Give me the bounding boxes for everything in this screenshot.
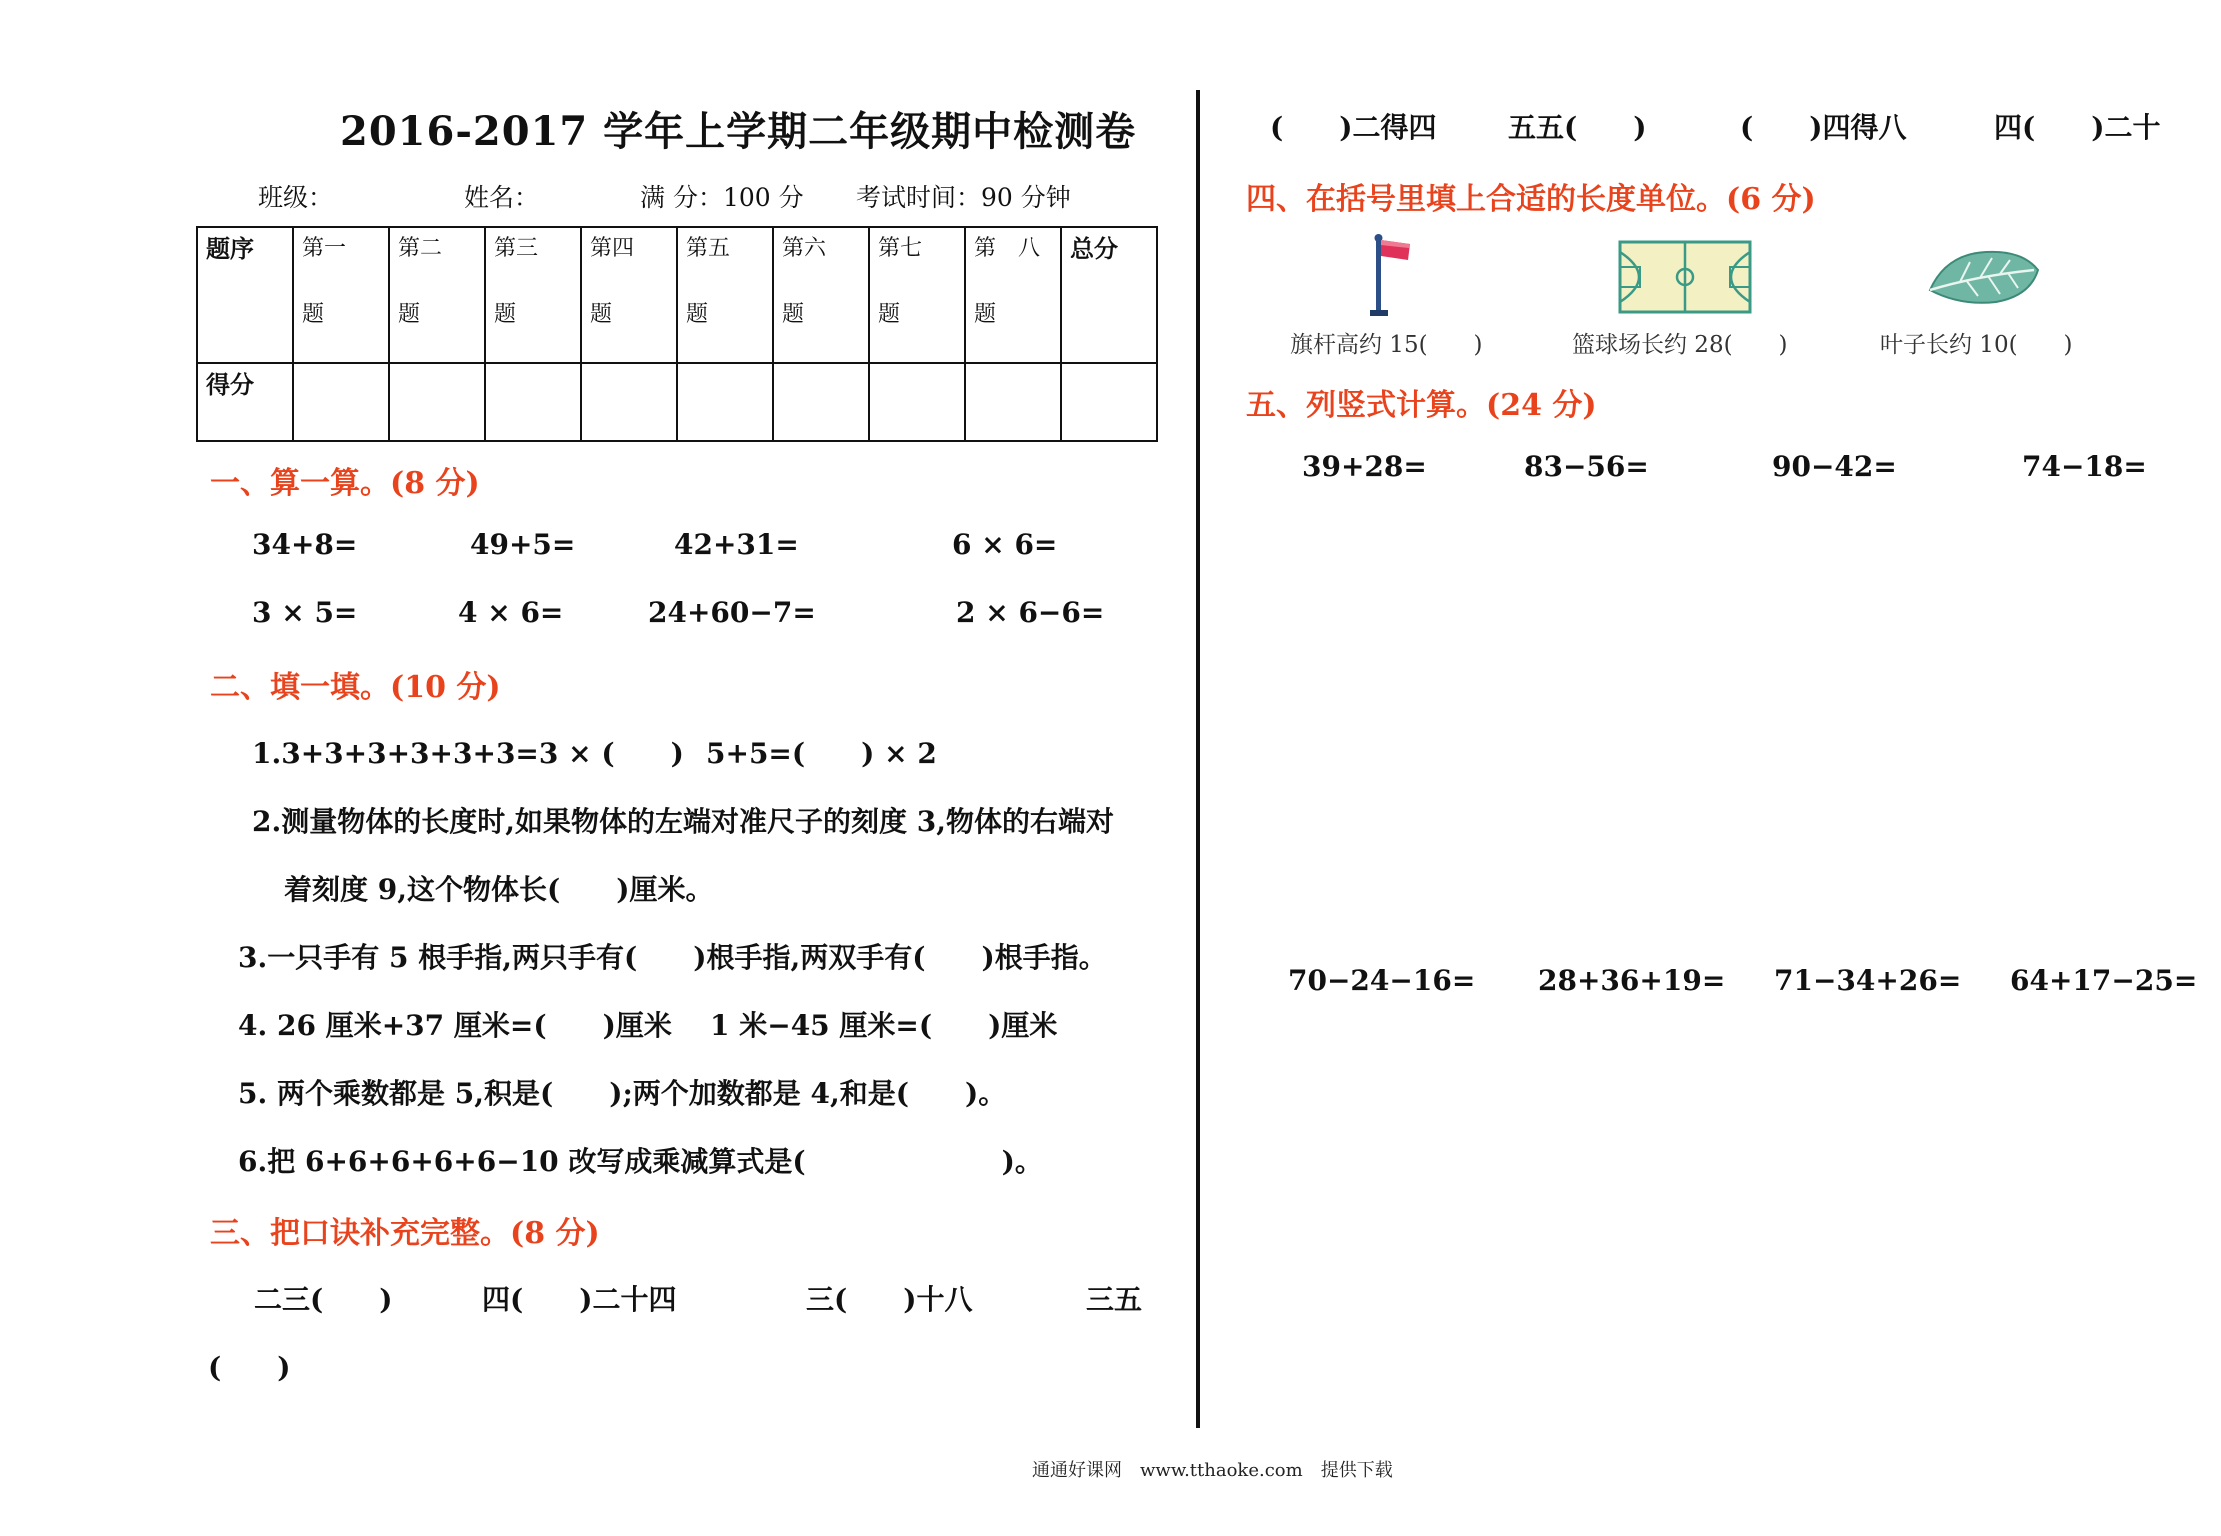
score-cell[interactable] — [389, 363, 485, 441]
calc-item: 6 × 6= — [952, 528, 1058, 561]
table-column-1: 第一 题 — [293, 227, 389, 363]
full-score-label: 满 分：100 分 — [640, 183, 804, 212]
footer-credit: 通通好课网 www.tthaoke.com 提供下载 — [1032, 1460, 1393, 1481]
table-column-4: 第四 题 — [581, 227, 677, 363]
fill-question-3: 3.一只手有 5 根手指,两只手有( )根手指,两双手有( )根手指。 — [238, 941, 1107, 974]
fill-question-1a: 1.3+3+3+3+3+3=3 × ( ) — [252, 737, 684, 770]
fill-question-2a: 2.测量物体的长度时,如果物体的左端对准尺子的刻度 3,物体的右端对 — [252, 805, 1114, 838]
leaf-icon — [1926, 246, 2042, 308]
flag-caption: 旗杆高约 15( ) — [1290, 332, 1483, 358]
calc-item: 42+31= — [674, 528, 799, 561]
exam-time-label: 考试时间：90 分钟 — [856, 183, 1071, 212]
rhyme-item: 三五 — [1086, 1283, 1143, 1316]
vertical-calc-item: 90−42= — [1772, 450, 1897, 483]
fill-question-4b: 1 米−45 厘米=( )厘米 — [710, 1009, 1058, 1042]
section-4-title: 四、在括号里填上合适的长度单位。(6 分) — [1246, 182, 1816, 217]
vertical-calc-item: 74−18= — [2022, 450, 2147, 483]
basketball-court-icon — [1618, 240, 1752, 314]
fill-question-2b: 着刻度 9,这个物体长( )厘米。 — [284, 873, 714, 906]
flag-icon — [1366, 234, 1416, 318]
score-cell[interactable] — [293, 363, 389, 441]
fill-question-5: 5. 两个乘数都是 5,积是( );两个加数都是 4,和是( )。 — [238, 1077, 1007, 1110]
rhyme-item: ( )二得四 — [1270, 111, 1437, 144]
page-title: 2016-2017 学年上学期二年级期中检测卷 — [340, 108, 1137, 155]
calc-item: 2 × 6−6= — [956, 596, 1105, 629]
score-cell[interactable] — [1061, 363, 1157, 441]
table-column-7: 第七 题 — [869, 227, 965, 363]
table-total-label: 总分 — [1061, 227, 1157, 363]
rhyme-item: ( )四得八 — [1740, 111, 1907, 144]
score-cell[interactable] — [965, 363, 1061, 441]
rhyme-item: ( ) — [208, 1351, 291, 1384]
rhyme-item: 四( )二十 — [1994, 111, 2161, 144]
vertical-calc-item: 39+28= — [1302, 450, 1427, 483]
score-cell[interactable] — [485, 363, 581, 441]
score-cell[interactable] — [773, 363, 869, 441]
section-3-title: 三、把口诀补充完整。(8 分) — [210, 1216, 600, 1251]
score-cell[interactable] — [677, 363, 773, 441]
calc-item: 3 × 5= — [252, 596, 358, 629]
name-label: 姓名： — [464, 183, 540, 212]
table-column-8: 第 八 题 — [965, 227, 1061, 363]
rhyme-item: 三( )十八 — [806, 1283, 973, 1316]
rhyme-item: 五五( ) — [1508, 111, 1647, 144]
fill-question-1b: 5+5=( ) × 2 — [706, 737, 937, 770]
section-2-title: 二、填一填。(10 分) — [210, 670, 501, 705]
rhyme-item: 四( )二十四 — [482, 1283, 677, 1316]
page-divider — [1196, 90, 1200, 1428]
calc-item: 49+5= — [470, 528, 576, 561]
score-table — [196, 226, 1158, 442]
fill-question-6: 6.把 6+6+6+6+6−10 改写成乘减算式是( )。 — [238, 1145, 1043, 1178]
table-column-6: 第六 题 — [773, 227, 869, 363]
score-cell[interactable] — [869, 363, 965, 441]
table-column-2: 第二 题 — [389, 227, 485, 363]
score-cell[interactable] — [581, 363, 677, 441]
table-score-label: 得分 — [197, 363, 293, 441]
calc-item: 34+8= — [252, 528, 358, 561]
class-label: 班级： — [258, 183, 334, 212]
section-1-title: 一、算一算。(8 分) — [210, 466, 480, 501]
vertical-calc-item: 70−24−16= — [1288, 964, 1476, 997]
vertical-calc-item: 28+36+19= — [1538, 964, 1726, 997]
table-column-3: 第三 题 — [485, 227, 581, 363]
table-header-label: 题序 — [197, 227, 293, 363]
table-column-5: 第五 题 — [677, 227, 773, 363]
court-caption: 篮球场长约 28( ) — [1572, 332, 1788, 358]
section-5-title: 五、列竖式计算。(24 分) — [1246, 388, 1597, 423]
vertical-calc-item: 71−34+26= — [1774, 964, 1962, 997]
vertical-calc-item: 64+17−25= — [2010, 964, 2198, 997]
calc-item: 4 × 6= — [458, 596, 564, 629]
fill-question-4a: 4. 26 厘米+37 厘米=( )厘米 — [238, 1009, 672, 1042]
leaf-caption: 叶子长约 10( ) — [1880, 332, 2073, 358]
vertical-calc-item: 83−56= — [1524, 450, 1649, 483]
rhyme-item: 二三( ) — [254, 1283, 393, 1316]
calc-item: 24+60−7= — [648, 596, 816, 629]
